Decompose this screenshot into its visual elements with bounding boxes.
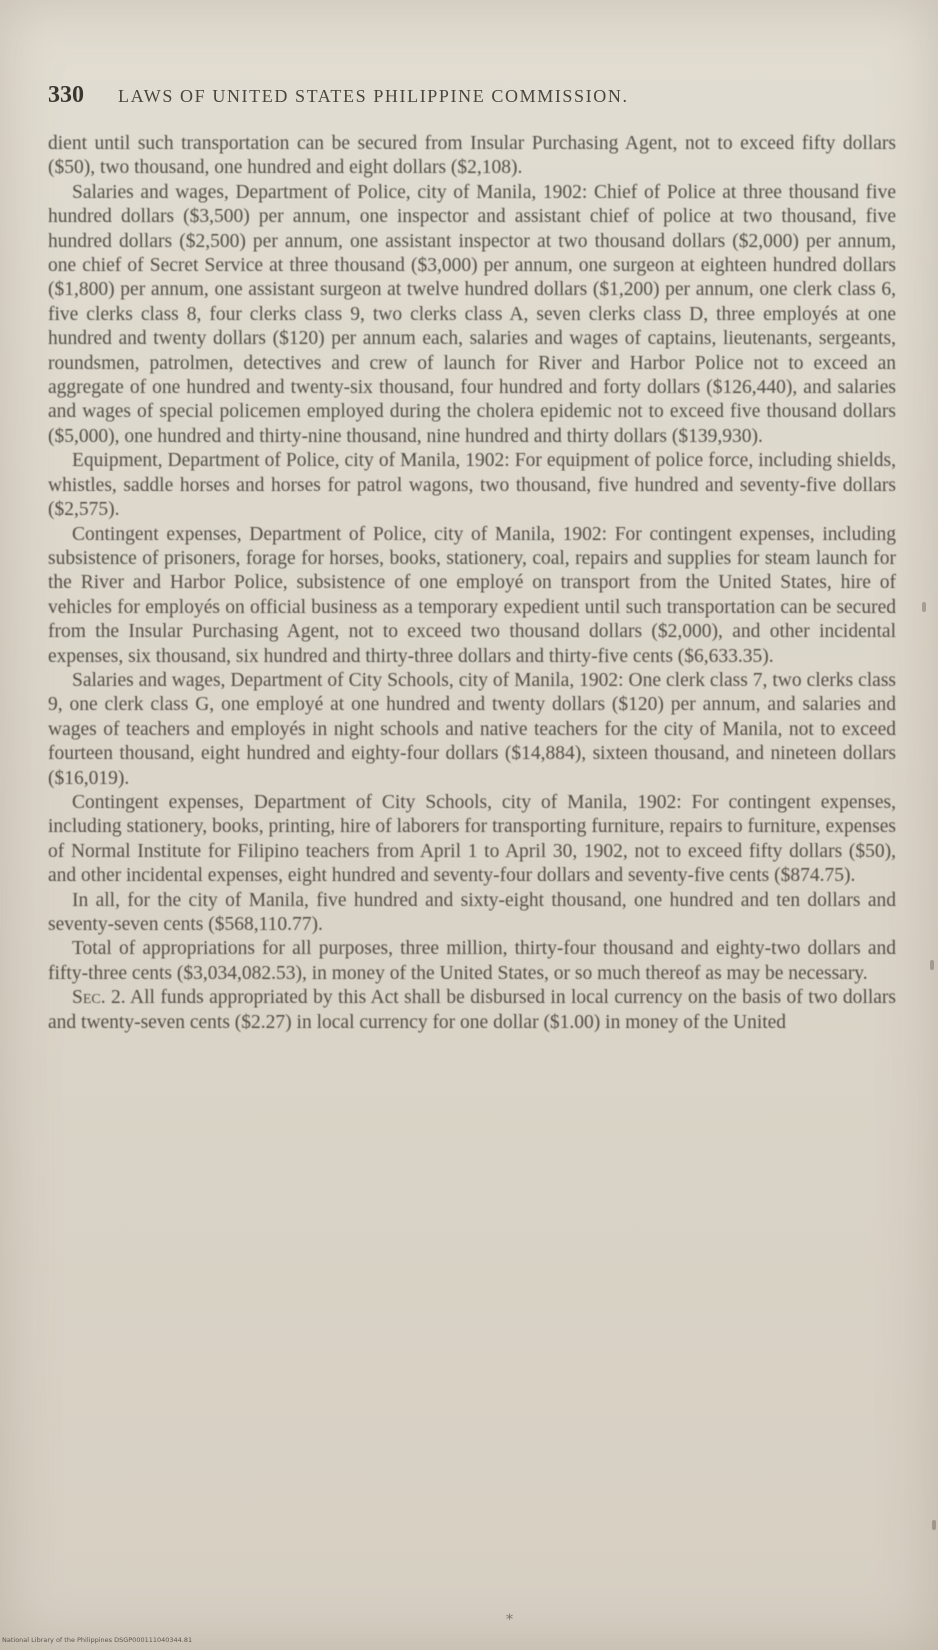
scan-label: National Library of the Philippines DSGP000111040344.81 bbox=[2, 1636, 193, 1644]
body-text bbox=[48, 132, 896, 1035]
edge-speck bbox=[922, 602, 926, 612]
paragraph-police-salaries: Salaries and wages, Department of Police, city of Manila, 1902: Chief of Police at three thousand five hundred dollars ($3,500) per annum, one inspector and assistant chief of police at two thousand, five hundred dollars ($2,500) per annum, one assistant inspector at two thousand dollars ($2,000) per annum, one chief of Secret Service at three thousand ($3,000) per annum, one surgeon at eighteen hundred dollars ($1,800) per annum, one assistant surgeon at twelve hundred dollars ($1,200) per annum, one clerk class 6, five clerks class 8, four clerks class 9, two clerks class A, seven clerks class D, three employés at one hundred and twenty dollars ($120) per annum each, salaries and wages of captains, lieutenants, sergeants, roundsmen, patrolmen, detectives and crew of launch for River and Harbor Police not to exceed an aggregate of one hundred and twenty-six thousand, four hundred and forty dollars ($126,440), and salaries and wages of special policemen employed during the cholera epidemic not to exceed five thousand dollars ($5,000), one hundred and thirty-nine thousand, nine hundred and thirty dollars ($139,930). bbox=[48, 181, 896, 447]
paragraph-continuation: dient until such transportation can be secured from Insular Purchasing Agent, not to exceed fifty dollars ($50), two thousand, one hundred and eight dollars ($2,108). bbox=[48, 133, 896, 179]
section-text: All funds appropriated by this Act shall be disbursed in local currency on the basis of two dollars and twenty-seven cents ($2.27) in local currency for one dollar ($1.00) in money of the United bbox=[48, 987, 896, 1033]
edge-speck bbox=[930, 960, 934, 970]
paragraph-grand-total: Total of appropriations for all purposes, three million, thirty-four thousand and eighty-two dollars and fifty-three cents ($3,034,082.53), in money of the United States, or so much thereof as may be necessary. bbox=[48, 938, 896, 984]
paragraph-police-equipment: Equipment, Department of Police, city of Manila, 1902: For equipment of police force, including shields, whistles, saddle horses and horses for patrol wagons, two thousand, five hundred and seventy-five dollars ($2,575). bbox=[48, 450, 896, 521]
paragraph-police-contingent: Contingent expenses, Department of Police, city of Manila, 1902: For contingent expenses, including subsistence of prisoners, forage for horses, books, stationery, coal, repairs and supplies for steam launch for the River and Harbor Police, subsistence of one employé on transport from the United States, hire of vehicles for employés on official business as a temporary expedient until such transportation can be secured from the Insular Purchasing Agent, not to exceed two thousand dollars ($2,000), and other incidental expenses, six thousand, six hundred and thirty-three dollars and thirty-five cents ($6,633.35). bbox=[48, 523, 896, 667]
paragraph-schools-salaries: Salaries and wages, Department of City Schools, city of Manila, 1902: One clerk class 7, two clerks class 9, one clerk class G, one employé at one hundred and twenty dollars ($120) per annum, and salaries and wages of teachers and employés in night schools and native teachers for the city of Manila, not to exceed fourteen thousand, eight hundred and eighty-four dollars ($14,884), sixteen thousand, and nineteen dollars ($16,019). bbox=[48, 669, 896, 789]
running-head: LAWS OF UNITED STATES PHILIPPINE COMMISSION. bbox=[118, 86, 629, 106]
page-number: 330 bbox=[48, 82, 84, 108]
page-header bbox=[48, 82, 908, 109]
paragraph-schools-contingent: Contingent expenses, Department of City Schools, city of Manila, 1902: For contingent expenses, including stationery, books, printing, hire of laborers for transporting furniture, repairs to furniture, expenses of Normal Institute for Filipino teachers from April 1 to April 30, 1902, not to exceed fifty dollars ($50), and other incidental expenses, eight hundred and seventy-four dollars and seventy-five cents ($874.75). bbox=[48, 791, 896, 887]
paragraph-section-2 bbox=[48, 986, 896, 1035]
edge-speck bbox=[932, 1520, 936, 1530]
paragraph-manila-total: In all, for the city of Manila, five hundred and sixty-eight thousand, one hundred and ten dollars and seventy-seven cents ($568,110.77). bbox=[48, 889, 896, 935]
section-mark: Sec. 2. bbox=[72, 987, 126, 1009]
footer-mark: * bbox=[506, 1612, 513, 1628]
